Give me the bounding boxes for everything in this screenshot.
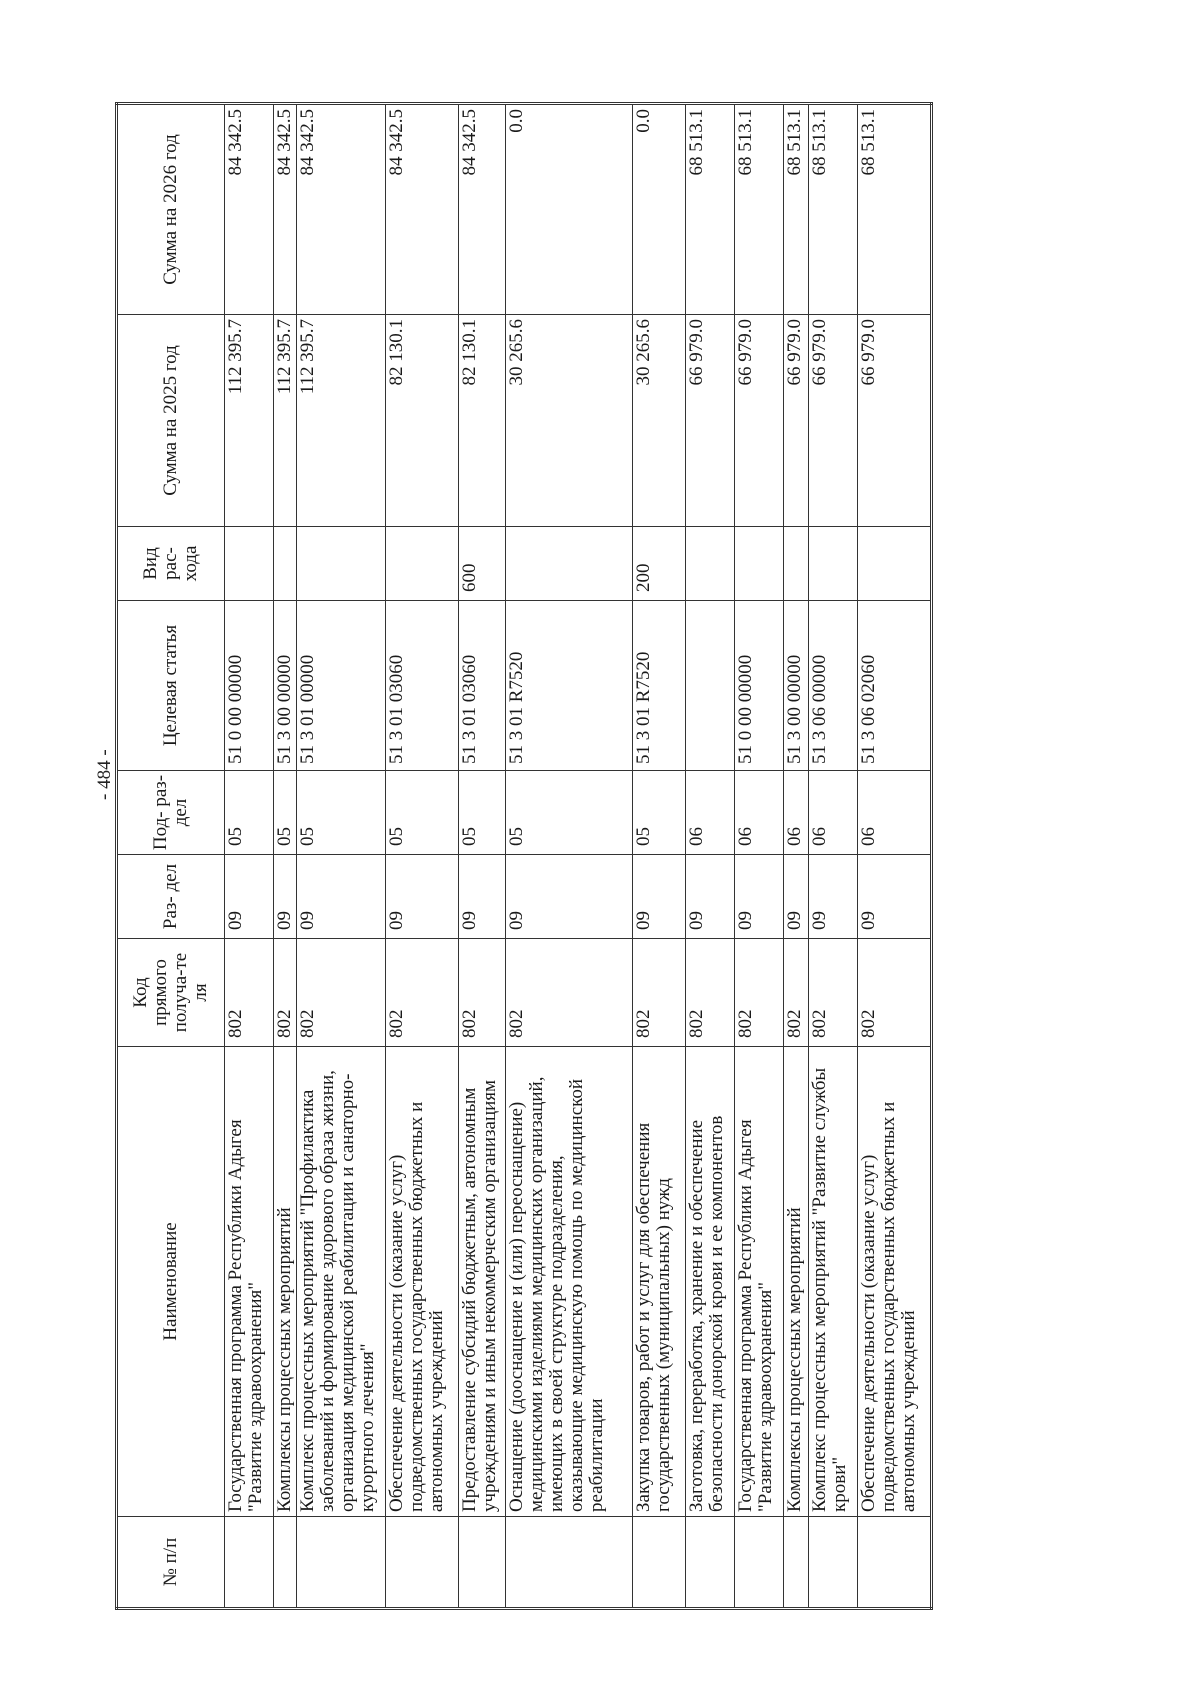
page-number: - 484 - [94, 749, 115, 800]
cell-sum-2025: 66 979.0 [809, 315, 858, 527]
cell-code: 802 [225, 939, 274, 1047]
cell-section: 09 [225, 855, 274, 939]
cell-code: 802 [858, 939, 932, 1047]
cell-sum-2025: 66 979.0 [858, 315, 932, 527]
col-header-target: Целевая статья [117, 601, 225, 771]
cell-type [274, 527, 297, 601]
cell-section: 09 [686, 855, 735, 939]
cell-sum-2026: 68 513.1 [735, 104, 784, 315]
cell-code: 802 [735, 939, 784, 1047]
cell-code: 802 [809, 939, 858, 1047]
cell-sum-2025: 112 395.7 [225, 315, 274, 527]
cell-name: Закупка товаров, работ и услуг для обеспечения государственных (муниципальных) нужд [633, 1047, 686, 1517]
cell-name: Обеспечение деятельности (оказание услуг) подведомственных государственных бюджетных и автономных учреждений [386, 1047, 459, 1517]
cell-code: 802 [784, 939, 809, 1047]
cell-sum-2026: 0.0 [506, 104, 633, 315]
cell-sum-2025: 66 979.0 [784, 315, 809, 527]
cell-num [274, 1517, 297, 1609]
cell-subsection: 06 [784, 771, 809, 855]
cell-target: 51 3 01 03060 [459, 601, 506, 771]
cell-section: 09 [858, 855, 932, 939]
table-row [459, 104, 506, 1609]
cell-type [386, 527, 459, 601]
cell-sum-2025: 82 130.1 [459, 315, 506, 527]
cell-name: Предоставление субсидий бюджетным, автономным учреждениям и иным некоммерческим организациям [459, 1047, 506, 1517]
cell-num [459, 1517, 506, 1609]
rotated-page [115, 105, 1165, 1610]
table-row [735, 104, 784, 1609]
col-header-code: Код прямого получа-те ля [117, 939, 225, 1047]
cell-target: 51 0 00 00000 [225, 601, 274, 771]
table-row [225, 104, 274, 1609]
cell-section: 09 [809, 855, 858, 939]
cell-sum-2025: 30 265.6 [633, 315, 686, 527]
cell-num [506, 1517, 633, 1609]
cell-target: 51 3 00 00000 [274, 601, 297, 771]
cell-subsection: 05 [297, 771, 386, 855]
col-header-name: Наименование [117, 1047, 225, 1517]
cell-section: 09 [633, 855, 686, 939]
cell-section: 09 [274, 855, 297, 939]
col-header-type: Вид рас- хода [117, 527, 225, 601]
cell-subsection: 05 [386, 771, 459, 855]
cell-sum-2026: 0.0 [633, 104, 686, 315]
cell-section: 09 [386, 855, 459, 939]
col-header-sum-2026: Сумма на 2026 год [117, 104, 225, 315]
cell-code: 802 [506, 939, 633, 1047]
cell-sum-2026: 84 342.5 [225, 104, 274, 315]
cell-type [735, 527, 784, 601]
cell-section: 09 [784, 855, 809, 939]
col-header-section: Раз- дел [117, 855, 225, 939]
cell-subsection: 05 [274, 771, 297, 855]
cell-target: 51 0 00 00000 [735, 601, 784, 771]
cell-type: 200 [633, 527, 686, 601]
cell-num [784, 1517, 809, 1609]
cell-sum-2026: 84 342.5 [297, 104, 386, 315]
cell-subsection: 06 [735, 771, 784, 855]
cell-sum-2025: 66 979.0 [735, 315, 784, 527]
cell-target [686, 601, 735, 771]
cell-target: 51 3 00 00000 [784, 601, 809, 771]
cell-sum-2025: 66 979.0 [686, 315, 735, 527]
cell-section: 09 [297, 855, 386, 939]
cell-subsection: 06 [686, 771, 735, 855]
table-row [274, 104, 297, 1609]
budget-table [115, 102, 933, 1610]
cell-subsection: 06 [809, 771, 858, 855]
cell-code: 802 [386, 939, 459, 1047]
cell-target: 51 3 01 R7520 [633, 601, 686, 771]
cell-type [297, 527, 386, 601]
cell-code: 802 [274, 939, 297, 1047]
cell-target: 51 3 01 R7520 [506, 601, 633, 771]
cell-num [809, 1517, 858, 1609]
cell-sum-2026: 68 513.1 [784, 104, 809, 315]
cell-sum-2025: 112 395.7 [274, 315, 297, 527]
cell-sum-2026: 68 513.1 [858, 104, 932, 315]
cell-type [225, 527, 274, 601]
cell-name: Государственная программа Республики Адыгея "Развитие здравоохранения" [735, 1047, 784, 1517]
cell-section: 09 [459, 855, 506, 939]
cell-num [225, 1517, 274, 1609]
cell-subsection: 05 [633, 771, 686, 855]
table-row [386, 104, 459, 1609]
cell-name: Комплекс процессных мероприятий "Развитие службы крови" [809, 1047, 858, 1517]
cell-code: 802 [686, 939, 735, 1047]
table-row [858, 104, 932, 1609]
cell-sum-2026: 68 513.1 [809, 104, 858, 315]
cell-type: 600 [459, 527, 506, 601]
cell-num [735, 1517, 784, 1609]
cell-type [686, 527, 735, 601]
table-row [506, 104, 633, 1609]
table-row [784, 104, 809, 1609]
cell-sum-2025: 82 130.1 [386, 315, 459, 527]
col-header-num: № п/п [117, 1517, 225, 1609]
table-row [297, 104, 386, 1609]
cell-sum-2026: 84 342.5 [459, 104, 506, 315]
col-header-subsection: Под- раз- дел [117, 771, 225, 855]
cell-code: 802 [633, 939, 686, 1047]
cell-name: Обеспечение деятельности (оказание услуг) подведомственных государственных бюджетных и автономных учреждений [858, 1047, 932, 1517]
cell-sum-2025: 30 265.6 [506, 315, 633, 527]
cell-num [686, 1517, 735, 1609]
cell-subsection: 06 [858, 771, 932, 855]
cell-subsection: 05 [459, 771, 506, 855]
cell-name: Заготовка, переработка, хранение и обеспечение безопасности донорской крови и ее компонентов [686, 1047, 735, 1517]
cell-code: 802 [297, 939, 386, 1047]
cell-num [633, 1517, 686, 1609]
cell-sum-2026: 68 513.1 [686, 104, 735, 315]
cell-target: 51 3 06 00000 [809, 601, 858, 771]
cell-subsection: 05 [225, 771, 274, 855]
cell-section: 09 [506, 855, 633, 939]
cell-type [809, 527, 858, 601]
cell-sum-2026: 84 342.5 [274, 104, 297, 315]
cell-type [858, 527, 932, 601]
cell-target: 51 3 01 03060 [386, 601, 459, 771]
table-row [633, 104, 686, 1609]
cell-name: Государственная программа Республики Адыгея "Развитие здравоохранения" [225, 1047, 274, 1517]
cell-type [784, 527, 809, 601]
cell-num [297, 1517, 386, 1609]
col-header-sum-2025: Сумма на 2025 год [117, 315, 225, 527]
cell-sum-2026: 84 342.5 [386, 104, 459, 315]
cell-num [858, 1517, 932, 1609]
cell-name: Комплексы процессных мероприятий [274, 1047, 297, 1517]
cell-sum-2025: 112 395.7 [297, 315, 386, 527]
cell-section: 09 [735, 855, 784, 939]
cell-subsection: 05 [506, 771, 633, 855]
cell-type [506, 527, 633, 601]
header-row [117, 104, 225, 1609]
cell-code: 802 [459, 939, 506, 1047]
cell-target: 51 3 06 02060 [858, 601, 932, 771]
cell-name: Оснащение (дооснащение и (или) переоснащение) медицинскими изделиями медицинских организаций, имеющих в своей структуре подразделения, оказывающие медицинскую помощь по медицинской реабилитации [506, 1047, 633, 1517]
cell-target: 51 3 01 00000 [297, 601, 386, 771]
cell-name: Комплексы процессных мероприятий [784, 1047, 809, 1517]
cell-name: Комплекс процессных мероприятий "Профилактика заболеваний и формирование здорового образа жизни, организация медицинской реабилитации и санаторно-курортного лечения" [297, 1047, 386, 1517]
table-row [809, 104, 858, 1609]
cell-num [386, 1517, 459, 1609]
table-row [686, 104, 735, 1609]
